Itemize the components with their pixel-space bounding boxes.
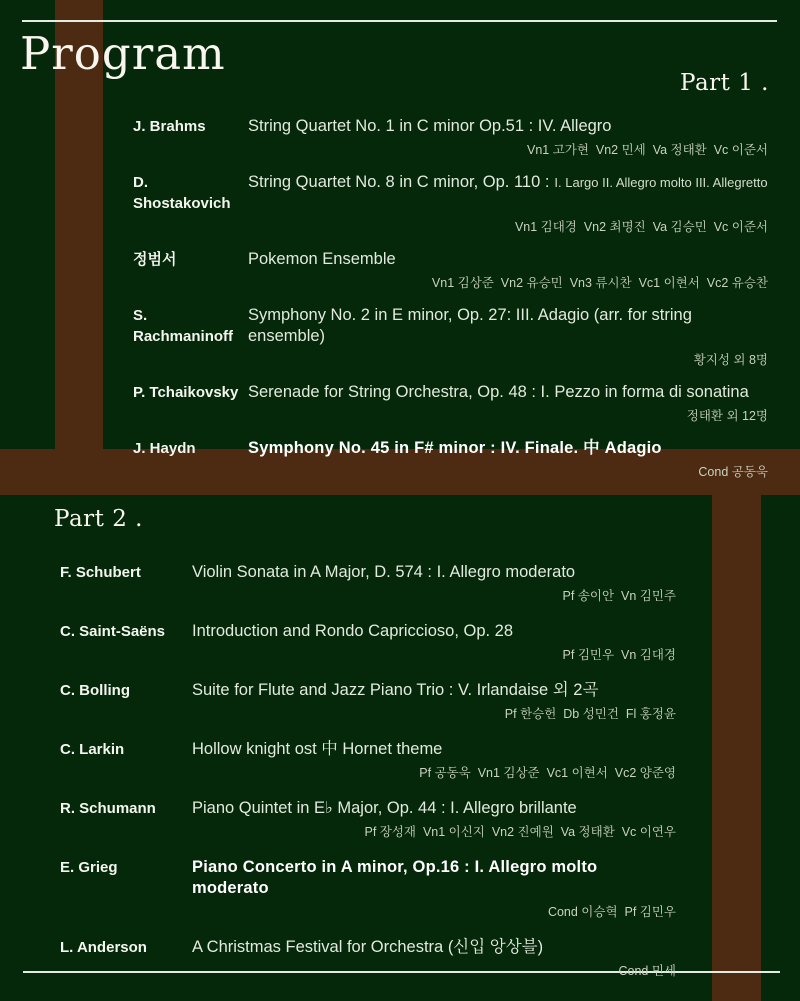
- piece-title-text: String Quartet No. 1 in C minor Op.51 : IV. Allegro: [248, 117, 612, 135]
- program-entry: [133, 382, 768, 426]
- composer-name: C. Bolling: [60, 682, 130, 699]
- program-entry: [133, 438, 768, 482]
- program-entry: [60, 562, 676, 606]
- performer-credits: 정태환 외 12명: [686, 409, 768, 423]
- composer-name: J. Brahms: [133, 118, 206, 135]
- program-entry: [133, 172, 768, 237]
- page-title: Program: [20, 27, 226, 80]
- entry-row: [60, 621, 676, 642]
- part1-heading: Part 1 .: [680, 70, 769, 96]
- performer-credits: Pf 공동욱 Vn1 김상준 Vc1 이현서 Vc2 양준영: [419, 766, 676, 780]
- piece-title: [192, 937, 676, 958]
- performer-credits: Pf 한승헌 Db 성민건 Fl 홍정윤: [504, 707, 676, 721]
- composer-name: C. Larkin: [60, 741, 125, 758]
- performer-credits: Cond 민세: [618, 964, 676, 978]
- composer-name: D. Shostakovich: [133, 174, 231, 212]
- program-entry: [60, 621, 676, 665]
- piece-title: [248, 116, 768, 137]
- composer-name: J. Haydn: [133, 440, 196, 457]
- piece-title-text: Introduction and Rondo Capriccioso, Op. 28: [192, 622, 514, 640]
- program-entry: [60, 798, 676, 842]
- piece-title: [248, 305, 768, 347]
- entry-row: [60, 857, 676, 899]
- piece-title-text: A Christmas Festival for Orchestra (신입 앙상블): [192, 938, 544, 956]
- piece-title: [192, 739, 676, 760]
- piece-title: [248, 438, 768, 459]
- piece-title-text: String Quartet No. 8 in C minor, Op. 110 :: [248, 173, 550, 191]
- piece-title: [192, 798, 676, 819]
- performer-credits: Vn1 김상준 Vn2 유승민 Vn3 류시찬 Vc1 이현서 Vc2 유승찬: [431, 276, 768, 290]
- right-accent-stripe: [712, 449, 761, 1001]
- piece-title-text: Suite for Flute and Jazz Piano Trio : V. Irlandaise 외 2곡: [192, 681, 599, 699]
- top-divider-line: [22, 20, 777, 22]
- program-entry: [133, 116, 768, 160]
- piece-title: [248, 249, 768, 270]
- performer-credits: Cond 공동욱: [698, 465, 768, 479]
- performer-credits: Cond 이승혁 Pf 김민우: [547, 905, 676, 919]
- performer-credits: Pf 송이안 Vn 김민주: [562, 589, 676, 603]
- piece-title-text: Symphony No. 2 in E minor, Op. 27: III. Adagio (arr. for string ensemble): [248, 306, 692, 345]
- part2-heading: Part 2 .: [54, 506, 143, 532]
- piece-title: [192, 621, 676, 642]
- composer-name: 정범서: [133, 251, 177, 268]
- entry-row: [133, 172, 768, 214]
- entry-row: [60, 680, 676, 701]
- piece-title: [192, 680, 676, 701]
- program-entry: [133, 249, 768, 293]
- composer-name: C. Saint-Saëns: [60, 623, 166, 640]
- entry-row: [133, 438, 768, 459]
- piece-title: [192, 562, 676, 583]
- piece-title: [192, 857, 676, 899]
- entry-row: [60, 937, 676, 958]
- entry-row: [133, 116, 768, 137]
- piece-title: [248, 172, 768, 193]
- entry-row: [133, 382, 768, 403]
- program-entry: [60, 937, 676, 981]
- piece-title-text: Hollow knight ost 中 Hornet theme: [192, 740, 443, 758]
- part2-entries: [60, 562, 676, 996]
- entry-row: [133, 249, 768, 270]
- composer-name: F. Schubert: [60, 564, 141, 581]
- piece-title-text: Symphony No. 45 in F# minor : IV. Finale. 中 Adagio: [248, 439, 662, 457]
- program-entry: [60, 857, 676, 922]
- composer-name: L. Anderson: [60, 939, 147, 956]
- entry-row: [133, 305, 768, 347]
- composer-name: E. Grieg: [60, 859, 118, 876]
- composer-name: R. Schumann: [60, 800, 156, 817]
- entry-row: [60, 739, 676, 760]
- composer-name: S. Rachmaninoff: [133, 307, 234, 345]
- piece-title-text: Piano Concerto in A minor, Op.16 : I. Allegro molto moderato: [192, 858, 598, 897]
- piece-title-text: Violin Sonata in A Major, D. 574 : I. Allegro moderato: [192, 563, 576, 581]
- piece-title-text: Piano Quintet in E♭ Major, Op. 44 : I. Allegro brillante: [192, 799, 577, 817]
- piece-title-text: Serenade for String Orchestra, Op. 48 : I. Pezzo in forma di sonatina: [248, 383, 749, 401]
- performer-credits: Vn1 고가현 Vn2 민세 Va 정태환 Vc 이준서: [527, 143, 768, 157]
- performer-credits: Pf 김민우 Vn 김대경: [562, 648, 676, 662]
- piece-title: [248, 382, 768, 403]
- program-entry: [60, 680, 676, 724]
- program-entry: [133, 305, 768, 370]
- performer-credits: Pf 장성재 Vn1 이신지 Vn2 진예원 Va 정태환 Vc 이연우: [364, 825, 676, 839]
- performer-credits: 황지성 외 8명: [693, 353, 768, 367]
- part1-entries: [133, 116, 768, 494]
- program-entry: [60, 739, 676, 783]
- entry-row: [60, 798, 676, 819]
- composer-name: P. Tchaikovsky: [133, 384, 239, 401]
- performer-credits: Vn1 김대경 Vn2 최명진 Va 김승민 Vc 이준서: [514, 220, 768, 234]
- entry-row: [60, 562, 676, 583]
- movement-note: I. Largo II. Allegro molto III. Allegretto: [554, 175, 768, 190]
- piece-title-text: Pokemon Ensemble: [248, 250, 396, 268]
